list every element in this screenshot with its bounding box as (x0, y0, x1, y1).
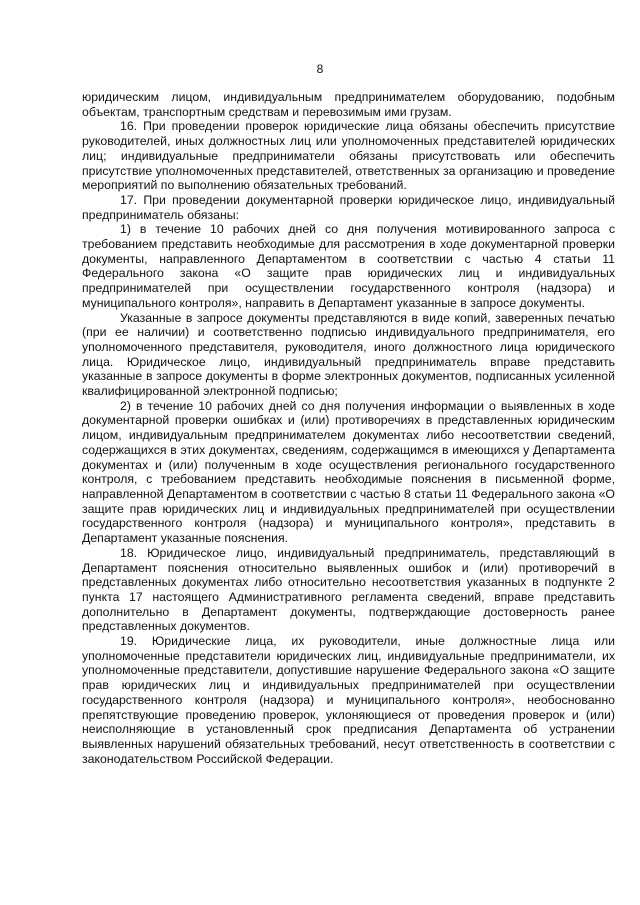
paragraph-18: 18. Юридическое лицо, индивидуальный предприниматель, представляющий в Департамент пояснения относительно выявленных ошибок и (или) противоречий в представленных документах либо относительно несоответствия указанных в подпункте 2 пункта 17 настоящего Административного регламента сведений, вправе представить дополнительно в Департамент документы, подтверждающие достоверность ранее представленных документов. (82, 545, 615, 634)
page-number: 8 (316, 62, 324, 76)
paragraph-17: 17. При проведении документарной проверки юридическое лицо, индивидуальный предприниматель обязаны: (82, 192, 615, 222)
paragraph-17-item-2: 2) в течение 10 рабочих дней со дня получения информации о выявленных в ходе документарной проверки ошибках и (или) противоречиях в представленных юридическим лицом, индивидуальным предпринимателем документах либо несоответствии сведений, содержащихся в этих документах, сведениям, содержащимся в имеющихся у Департамента документах и (или) полученным в ходе осуществления регионального государственного контроля, с требованием представить необходимые пояснения в письменной форме, направленной Департаментом в соответствии с частью 8 статьи 11 Федерального закона «О защите прав юридических лиц и индивидуальных предпринимателей при осуществлении государственного контроля (надзора) и муниципального контроля», представить в Департамент указанные пояснения. (82, 398, 615, 546)
paragraph-17-item-1-note: Указанные в запросе документы представляются в виде копий, заверенных печатью (при ее наличии) и соответственно подписью индивидуального предпринимателя, его уполномоченного представителя, руководителя, иного должностного лица юридического лица. Юридическое лицо, индивидуальный предприниматель вправе представить указанные в запросе документы в форме электронных документов, подписанных усиленной квалифицированной электронной подписью; (82, 310, 615, 399)
paragraph-19: 19. Юридические лица, их руководители, иные должностные лица или уполномоченные представители юридических лиц, индивидуальные предприниматели, их уполномоченные представители, допустившие нарушение Федерального закона «О защите прав юридических лиц и индивидуальных предпринимателей при осуществлении государственного контроля (надзора) и муниципального контроля», необоснованно препятствующие проведению проверок, уклоняющиеся от проведения проверок и (или) неисполняющие в установленный срок предписания Департамента об устранении выявленных нарушений обязательных требований, несут ответственность в соответствии с законодательством Российской Федерации. (82, 634, 615, 766)
document-body (82, 90, 615, 766)
paragraph-continuation: юридическим лицом, индивидуальным предпринимателем оборудованию, подобным объектам, транспортным средствам и перевозимым ими грузам. (82, 90, 615, 119)
paragraph-17-item-1: 1) в течение 10 рабочих дней со дня получения мотивированного запроса с требованием представить необходимые для рассмотрения в ходе документарной проверки документы, направленного Департаментом в соответствии с частью 4 статьи 11 Федерального закона «О защите прав юридических лиц и индивидуальных предпринимателей при осуществлении государственного контроля (надзора) и муниципального контроля», направить в Департамент указанные в запросе документы. (82, 222, 615, 310)
paragraph-16: 16. При проведении проверок юридические лица обязаны обеспечить присутствие руководителей, иных должностных лиц или уполномоченных представителей юридических лиц; индивидуальные предприниматели обязаны присутствовать или обеспечить присутствие уполномоченных представителей, ответственных за организацию и проведение мероприятий по выполнению обязательных требований. (82, 119, 615, 193)
